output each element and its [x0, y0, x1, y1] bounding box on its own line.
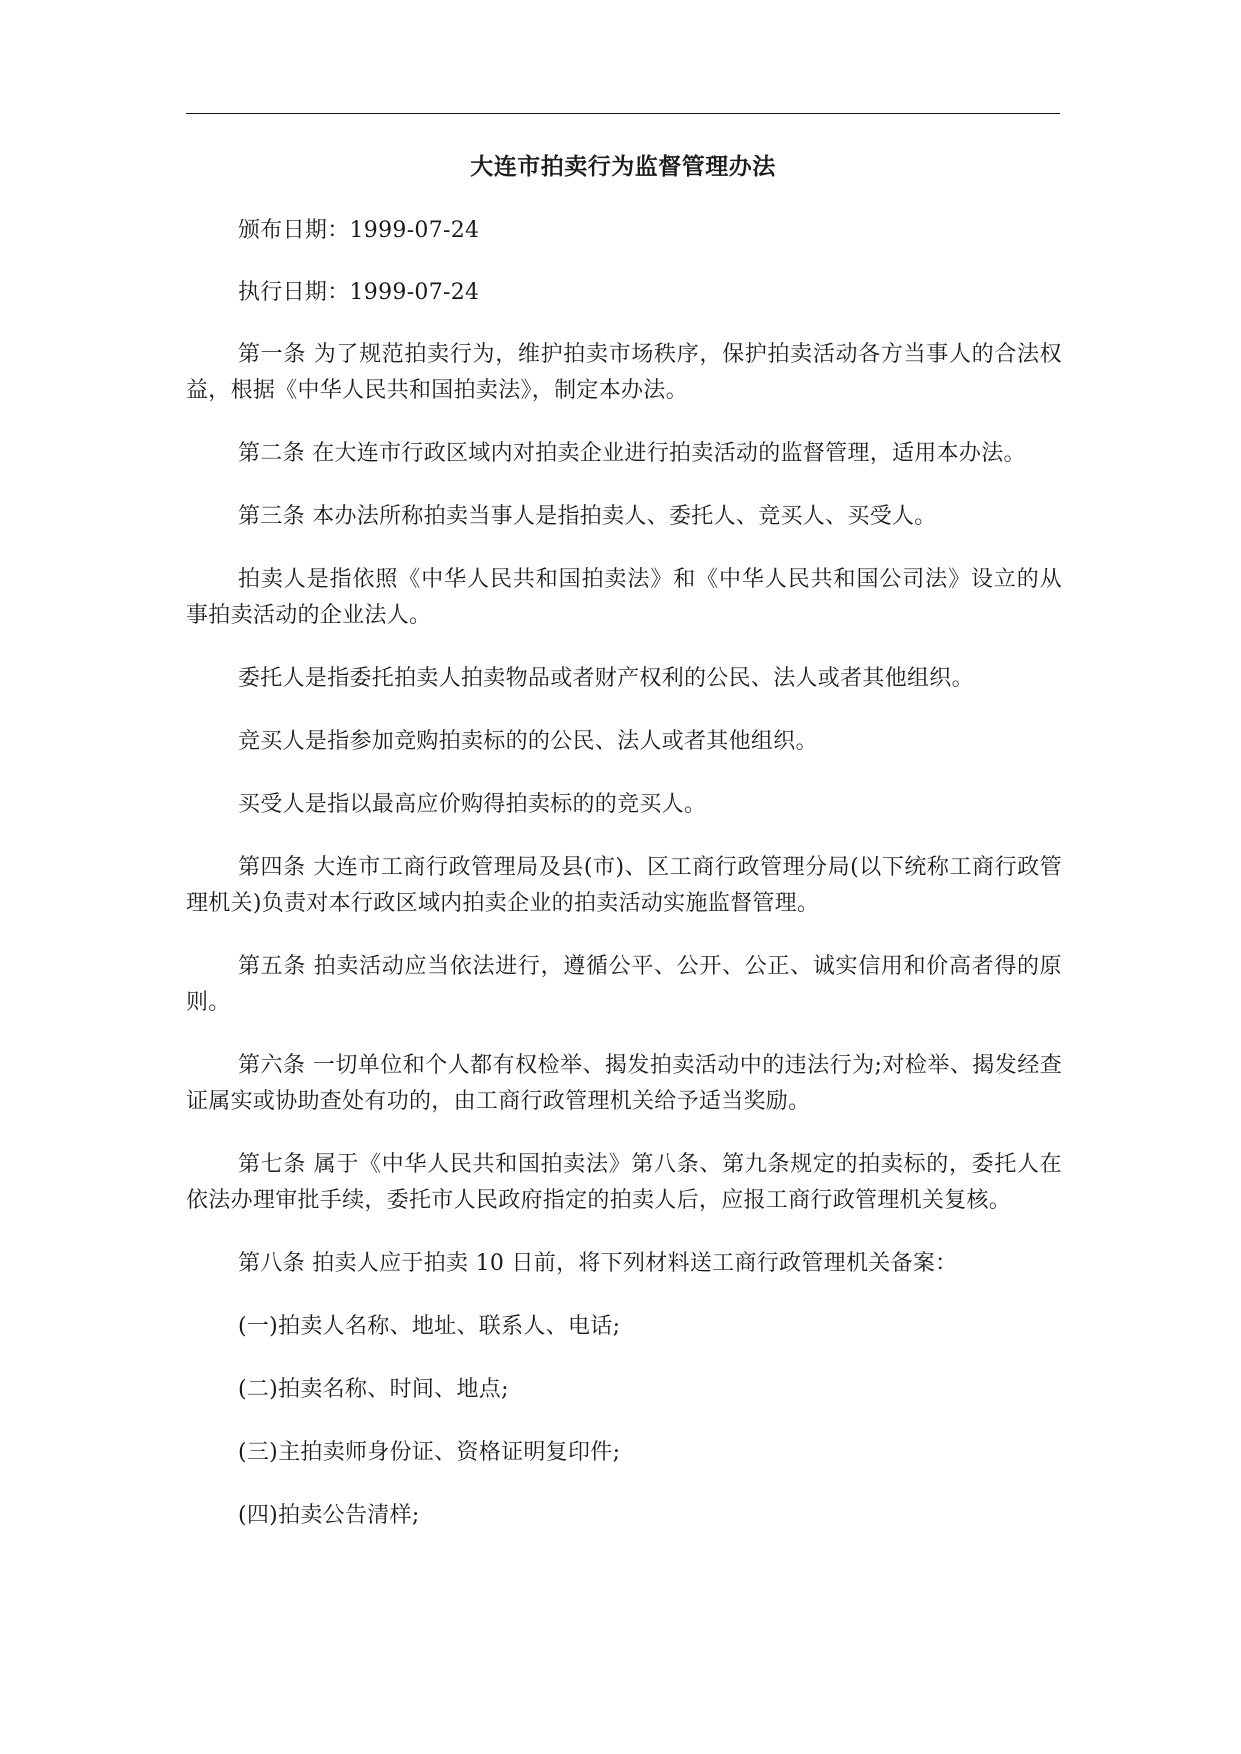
article-8-item-3: (三)主拍卖师身份证、资格证明复印件;	[238, 1440, 621, 1465]
article-7: 第七条 属于《中华人民共和国拍卖法》第八条、第九条规定的拍卖标的，委托人在依法办理审批手续，委托市人民政府指定的拍卖人后，应报工商行政管理机关复核。	[186, 1152, 1062, 1213]
article-8-item-1: (一)拍卖人名称、地址、联系人、电话;	[238, 1314, 621, 1339]
document-title: 大连市拍卖行为监督管理办法	[470, 154, 776, 180]
definition-bidder: 竞买人是指参加竞购拍卖标的的公民、法人或者其他组织。	[238, 729, 818, 754]
definition-auctioneer: 拍卖人是指依照《中华人民共和国拍卖法》和《中华人民共和国公司法》设立的从事拍卖活动的企业法人。	[186, 567, 1062, 628]
promulgation-date: 颁布日期：1999-07-24	[238, 218, 480, 243]
article-8-item-2: (二)拍卖名称、时间、地点;	[238, 1377, 509, 1402]
article-3: 第三条 本办法所称拍卖当事人是指拍卖人、委托人、竞买人、买受人。	[238, 504, 937, 529]
article-4: 第四条 大连市工商行政管理局及县(市)、区工商行政管理分局(以下统称工商行政管理机关)负责对本行政区域内拍卖企业的拍卖活动实施监督管理。	[186, 855, 1062, 916]
definition-buyer: 买受人是指以最高应价购得拍卖标的的竞买人。	[238, 792, 707, 817]
article-8-item-4: (四)拍卖公告清样;	[238, 1503, 420, 1528]
article-1: 第一条 为了规范拍卖行为，维护拍卖市场秩序，保护拍卖活动各方当事人的合法权益，根据《中华人民共和国拍卖法》，制定本办法。	[186, 342, 1062, 403]
document-body	[186, 213, 1062, 1561]
effective-date: 执行日期：1999-07-24	[238, 280, 480, 305]
article-5: 第五条 拍卖活动应当依法进行，遵循公平、公开、公正、诚实信用和价高者得的原则。	[186, 954, 1062, 1015]
article-2: 第二条 在大连市行政区域内对拍卖企业进行拍卖活动的监督管理，适用本办法。	[238, 441, 1026, 466]
definition-consignor: 委托人是指委托拍卖人拍卖物品或者财产权利的公民、法人或者其他组织。	[238, 666, 974, 691]
header-rule	[186, 113, 1060, 114]
article-6: 第六条 一切单位和个人都有权检举、揭发拍卖活动中的违法行为;对检举、揭发经查证属实或协助查处有功的，由工商行政管理机关给予适当奖励。	[186, 1053, 1062, 1114]
article-8: 第八条 拍卖人应于拍卖 10 日前，将下列材料送工商行政管理机关备案：	[238, 1251, 958, 1276]
